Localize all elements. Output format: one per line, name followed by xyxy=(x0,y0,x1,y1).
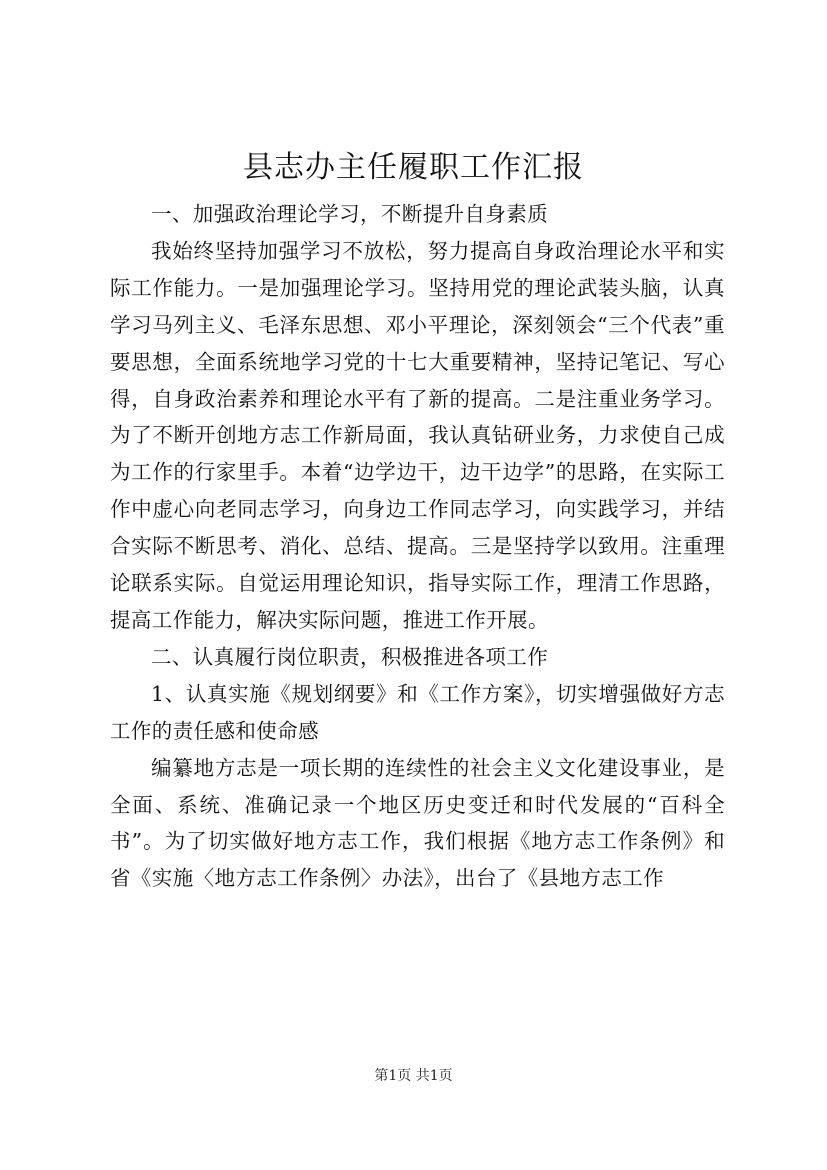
document-body xyxy=(110,196,725,897)
body-paragraph-1: 我始终坚持加强学习不放松，努力提高自身政治理论水平和实际工作能力。一是加强理论学习。坚持用党的理论武装头脑，认真学习马列主义、毛泽东思想、邓小平理论，深刻领会“三个代表”重要思想，全面系统地学习党的十七大重要精神，坚持记笔记、写心得，自身政治素养和理论水平有了新的提高。二是注重业务学习。为了不断开创地方志工作新局面，我认真钻研业务，力求使自己成为工作的行家里手。本着“边学边干，边干边学”的思路，在实际工作中虚心向老同志学习，向身边工作同志学习，向实践学习，并结合实际不断思考、消化、总结、提高。三是坚持学以致用。注重理论联系实际。自觉运用理论知识，指导实际工作，理清工作思路，提高工作能力，解决实际问题，推进工作开展。 xyxy=(110,238,725,632)
section-heading-2: 二、认真履行岗位职责，积极推进各项工作 xyxy=(151,644,549,669)
subsection-heading-1: 1、认真实施《规划纲要》和《工作方案》，切实增强做好方志工作的责任感和使命感 xyxy=(110,681,725,743)
body-paragraph-2: 编纂地方志是一项长期的连续性的社会主义文化建设事业，是全面、系统、准确记录一个地区历史变迁和时代发展的“百科全书”。为了切实做好地方志工作，我们根据《地方志工作条例》和省《实施〈地方志工作条例〉办法》，出台了《县地方志工作 xyxy=(110,755,725,891)
document-title: 县志办主任履职工作汇报 xyxy=(243,150,584,185)
section-heading-1: 一、加强政治理论学习，不断提升自身素质 xyxy=(151,202,549,226)
page-footer: 第1页 共1页 xyxy=(374,1068,453,1084)
